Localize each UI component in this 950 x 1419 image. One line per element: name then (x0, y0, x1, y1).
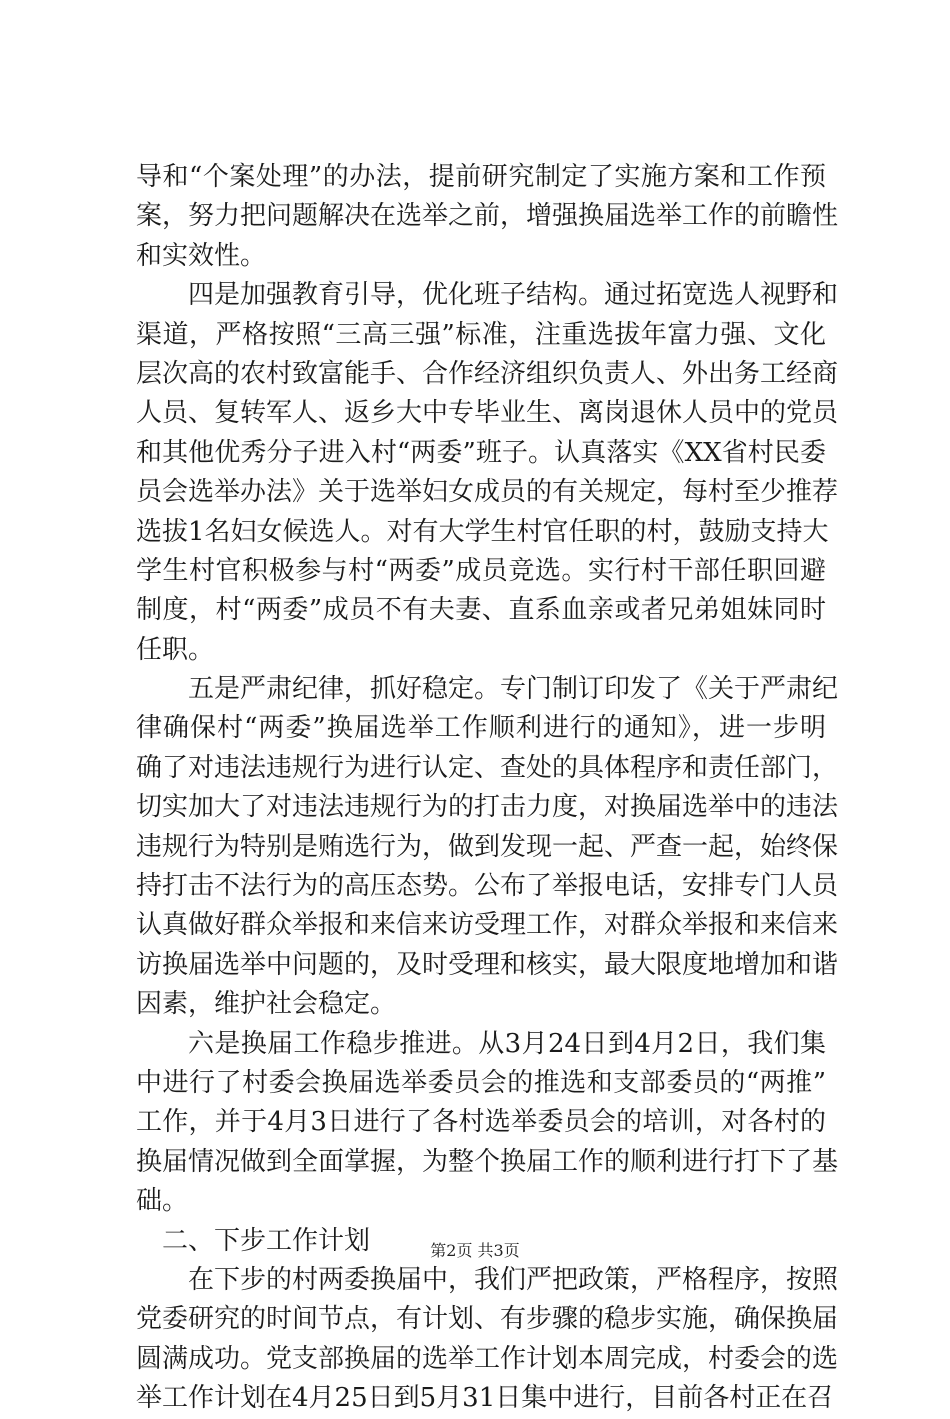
text-line: 认真做好群众举报和来信来访受理工作，对群众举报和来信来 (136, 910, 839, 941)
text-line: 任职。 (136, 634, 215, 665)
paragraph-start-line: 四是加强教育引导，优化班子结构。通过拓宽选人视野和 (188, 280, 839, 311)
text-line: 和其他优秀分子进入村“两委”班子。认真落实《XX省村民委 (136, 437, 826, 468)
text-line: 因素，维护社会稳定。 (136, 989, 397, 1020)
text-line: 工作，并于4月3日进行了各村选举委员会的培训，对各村的 (136, 1107, 826, 1138)
text-line: 确了对违法违规行为进行认定、查处的具体程序和责任部门， (136, 752, 839, 783)
paragraph-start-line: 五是严肃纪律，抓好稳定。专门制订印发了《关于严肃纪 (188, 674, 839, 705)
text-line: 础。 (136, 1186, 189, 1217)
text-line: 和实效性。 (136, 240, 267, 271)
document-body (136, 158, 839, 1419)
text-line: 中进行了村委会换届选举委员会的推选和支部委员的“两推” (136, 1067, 826, 1098)
text-line: 持打击不法行为的高压态势。公布了举报电话，安排专门人员 (136, 871, 839, 902)
text-line: 访换届选举中问题的，及时受理和核实，最大限度地增加和谐 (136, 949, 839, 980)
text-line: 人员、复转军人、返乡大中专毕业生、离岗退休人员中的党员 (136, 398, 839, 429)
text-line: 换届情况做到全面掌握，为整个换届工作的顺利进行打下了基 (136, 1146, 839, 1177)
text-line: 案，努力把问题解决在选举之前，增强换届选举工作的前瞻性 (136, 201, 839, 232)
text-line: 切实加大了对违法违规行为的打击力度，对换届选举中的违法 (136, 792, 839, 823)
text-line: 层次高的农村致富能手、合作经济组织负责人、外出务工经商 (136, 358, 839, 389)
paragraph-start-line: 在下步的村两委换届中，我们严把政策，严格程序，按照 (188, 1264, 839, 1295)
text-line: 律确保村“两委”换届选举工作顺利进行的通知》，进一步明 (136, 713, 826, 744)
text-line: 举工作计划在4月25日到5月31日集中进行，目前各村正在召 (136, 1383, 834, 1414)
text-line: 违规行为特别是贿选行为，做到发现一起、严查一起，始终保 (136, 831, 839, 862)
text-line: 制度，村“两委”成员不有夫妻、直系血亲或者兄弟姐妹同时 (136, 595, 826, 626)
page-number-footer: 第2页 共3页 (430, 1241, 520, 1260)
text-line: 渠道，严格按照“三高三强”标准，注重选拔年富力强、文化 (136, 319, 826, 350)
text-line: 党委研究的时间节点，有计划、有步骤的稳步实施，确保换届 (136, 1304, 839, 1335)
text-line: 学生村官积极参与村“两委”成员竞选。实行村干部任职回避 (136, 555, 826, 586)
paragraph-start-line: 六是换届工作稳步推进。从3月24日到4月2日，我们集 (188, 1028, 826, 1059)
text-line: 导和“个案处理”的办法，提前研究制定了实施方案和工作预 (136, 162, 826, 192)
section-heading: 二、下步工作计划 (162, 1225, 371, 1256)
text-line: 圆满成功。党支部换届的选举工作计划本周完成，村委会的选 (136, 1343, 839, 1374)
text-line: 选拔1名妇女候选人。对有大学生村官任职的村，鼓励支持大 (136, 516, 829, 547)
text-line: 员会选举办法》关于选举妇女成员的有关规定，每村至少推荐 (136, 477, 839, 508)
